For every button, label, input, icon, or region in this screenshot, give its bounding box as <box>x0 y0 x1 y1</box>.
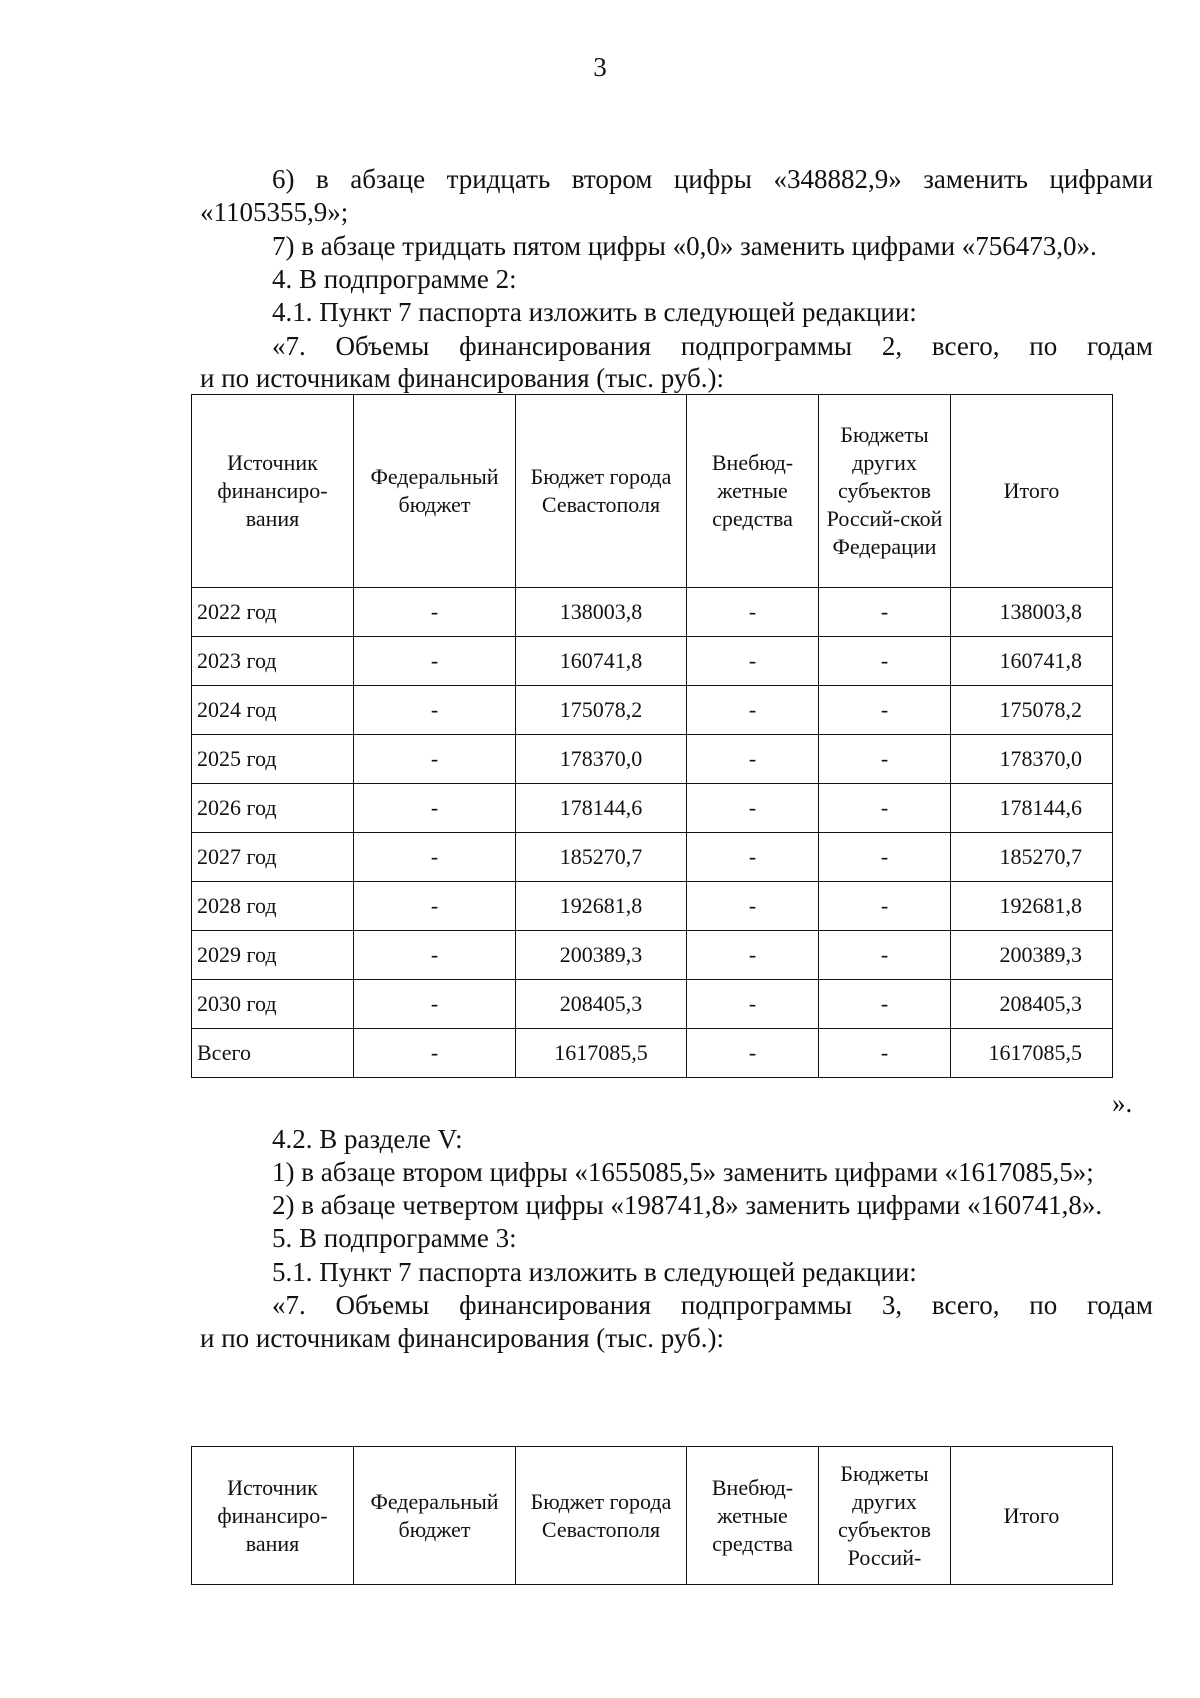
table-row <box>192 686 1113 735</box>
paragraph-6-word: цифрами <box>1049 164 1153 194</box>
cell-other-subjects: - <box>819 686 951 735</box>
cell-source: 2022 год <box>192 588 354 637</box>
cell-source: 2024 год <box>192 686 354 735</box>
table-row <box>192 588 1113 637</box>
cell-city: 200389,3 <box>516 931 687 980</box>
table-row <box>192 931 1113 980</box>
cell-other-subjects: - <box>819 1029 951 1078</box>
cell-other-subjects: - <box>819 833 951 882</box>
paragraph-4-2-1: 1) в абзаце втором цифры «1655085,5» заменить цифрами «1617085,5»; <box>272 1157 1094 1187</box>
cell-federal: - <box>354 735 516 784</box>
section-4-heading: 4. В подпрограмме 2: <box>272 264 517 294</box>
cell-offbudget: - <box>687 784 819 833</box>
table-close-quote: ». <box>1112 1088 1133 1118</box>
cell-federal: - <box>354 784 516 833</box>
cell-city: 178370,0 <box>516 735 687 784</box>
cell-source: 2030 год <box>192 980 354 1029</box>
paragraph-6-line2: «1105355,9»; <box>200 197 349 227</box>
cell-offbudget: - <box>687 1029 819 1078</box>
cell-total: 138003,8 <box>951 588 1113 637</box>
header-total: Итого <box>951 1447 1113 1585</box>
table-row <box>192 833 1113 882</box>
paragraph-6-word: в <box>316 164 329 194</box>
cell-city: 192681,8 <box>516 882 687 931</box>
header-offbudget: Внебюд-жетные средства <box>687 1447 819 1585</box>
cell-source: 2025 год <box>192 735 354 784</box>
cell-city: 178144,6 <box>516 784 687 833</box>
cell-federal: - <box>354 588 516 637</box>
cell-source: 2027 год <box>192 833 354 882</box>
table-row <box>192 980 1113 1029</box>
paragraph-6-word: втором <box>571 164 653 194</box>
paragraph-6-word: абзаце <box>350 164 426 194</box>
cell-federal: - <box>354 833 516 882</box>
table-header-row <box>192 1447 1113 1585</box>
table-row <box>192 784 1113 833</box>
cell-offbudget: - <box>687 980 819 1029</box>
cell-total: 178370,0 <box>951 735 1113 784</box>
cell-total: 208405,3 <box>951 980 1113 1029</box>
section-5-1-heading: 5.1. Пункт 7 паспорта изложить в следующей редакции: <box>272 1257 917 1287</box>
quote-7-word: Объемы <box>335 331 430 361</box>
cell-total: 192681,8 <box>951 882 1113 931</box>
quote-7-sub3-word: всего, <box>931 1290 1000 1320</box>
cell-offbudget: - <box>687 931 819 980</box>
cell-offbudget: - <box>687 588 819 637</box>
cell-offbudget: - <box>687 735 819 784</box>
cell-offbudget: - <box>687 882 819 931</box>
cell-source: 2029 год <box>192 931 354 980</box>
quote-7-sub3-line1 <box>200 1289 1153 1322</box>
cell-federal: - <box>354 686 516 735</box>
quote-7-word: 2, <box>881 331 903 361</box>
cell-other-subjects: - <box>819 784 951 833</box>
cell-city: 1617085,5 <box>516 1029 687 1078</box>
cell-federal: - <box>354 882 516 931</box>
paragraph-6-word: цифры <box>673 164 752 194</box>
quote-7-word: «7. <box>272 331 306 361</box>
cell-total: 160741,8 <box>951 637 1113 686</box>
cell-source: Всего <box>192 1029 354 1078</box>
header-federal: Федеральный бюджет <box>354 395 516 588</box>
financing-table-subprogram-3 <box>191 1446 1113 1585</box>
quote-7-sub3-word: подпрограммы <box>680 1290 853 1320</box>
quote-7-sub3-word: финансирования <box>459 1290 652 1320</box>
table-row <box>192 1029 1113 1078</box>
paragraph-6-word: «348882,9» <box>773 164 902 194</box>
header-federal: Федеральный бюджет <box>354 1447 516 1585</box>
header-source: Источник финансиро-вания <box>192 395 354 588</box>
cell-offbudget: - <box>687 686 819 735</box>
table-row <box>192 882 1113 931</box>
paragraph-4-2-2: 2) в абзаце четвертом цифры «198741,8» заменить цифрами «160741,8». <box>272 1190 1103 1220</box>
cell-total: 178144,6 <box>951 784 1113 833</box>
quote-7-sub3-word: годам <box>1087 1290 1153 1320</box>
quote-7-sub3-line2: и по источникам финансирования (тыс. руб.): <box>200 1323 724 1353</box>
cell-city: 175078,2 <box>516 686 687 735</box>
cell-total: 185270,7 <box>951 833 1113 882</box>
quote-7-line1 <box>200 330 1153 363</box>
cell-federal: - <box>354 980 516 1029</box>
quote-7-sub3-word: по <box>1029 1290 1058 1320</box>
table-header-row <box>192 395 1113 588</box>
header-city: Бюджет города Севастополя <box>516 395 687 588</box>
section-5-heading: 5. В подпрограмме 3: <box>272 1223 517 1253</box>
cell-federal: - <box>354 637 516 686</box>
header-total: Итого <box>951 395 1113 588</box>
cell-total: 1617085,5 <box>951 1029 1113 1078</box>
cell-other-subjects: - <box>819 588 951 637</box>
table-row <box>192 735 1113 784</box>
quote-7-word: финансирования <box>459 331 652 361</box>
cell-other-subjects: - <box>819 637 951 686</box>
table-row <box>192 637 1113 686</box>
cell-city: 138003,8 <box>516 588 687 637</box>
cell-other-subjects: - <box>819 735 951 784</box>
cell-source: 2023 год <box>192 637 354 686</box>
paragraph-7: 7) в абзаце тридцать пятом цифры «0,0» заменить цифрами «756473,0». <box>272 231 1097 261</box>
financing-table-subprogram-2 <box>191 394 1113 1078</box>
cell-offbudget: - <box>687 833 819 882</box>
cell-source: 2028 год <box>192 882 354 931</box>
cell-other-subjects: - <box>819 931 951 980</box>
cell-total: 200389,3 <box>951 931 1113 980</box>
cell-other-subjects: - <box>819 882 951 931</box>
cell-offbudget: - <box>687 637 819 686</box>
cell-source: 2026 год <box>192 784 354 833</box>
page-number: 3 <box>593 52 607 82</box>
paragraph-6-line1 <box>200 163 1153 196</box>
quote-7-sub3-word: Объемы <box>335 1290 430 1320</box>
quote-7-word: всего, <box>931 331 1000 361</box>
cell-city: 208405,3 <box>516 980 687 1029</box>
quote-7-line2: и по источникам финансирования (тыс. руб.): <box>200 363 724 393</box>
header-source: Источник финансиро-вания <box>192 1447 354 1585</box>
section-4-2-heading: 4.2. В разделе V: <box>272 1124 463 1154</box>
cell-federal: - <box>354 1029 516 1078</box>
header-other-subjects: Бюджеты других субъектов Россий-ской Федерации <box>819 395 951 588</box>
cell-city: 185270,7 <box>516 833 687 882</box>
header-city: Бюджет города Севастополя <box>516 1447 687 1585</box>
paragraph-6-word: заменить <box>923 164 1028 194</box>
quote-7-sub3-word: 3, <box>881 1290 903 1320</box>
paragraph-6-word: 6) <box>272 164 295 194</box>
paragraph-6-word: тридцать <box>446 164 551 194</box>
cell-city: 160741,8 <box>516 637 687 686</box>
cell-federal: - <box>354 931 516 980</box>
quote-7-word: подпрограммы <box>680 331 853 361</box>
quote-7-word: по <box>1029 331 1058 361</box>
section-4-1-heading: 4.1. Пункт 7 паспорта изложить в следующей редакции: <box>272 297 917 327</box>
cell-other-subjects: - <box>819 980 951 1029</box>
header-other-subjects: Бюджеты других субъектов Россий- <box>819 1447 951 1585</box>
cell-total: 175078,2 <box>951 686 1113 735</box>
quote-7-word: годам <box>1087 331 1153 361</box>
header-offbudget: Внебюд-жетные средства <box>687 395 819 588</box>
quote-7-sub3-word: «7. <box>272 1290 306 1320</box>
